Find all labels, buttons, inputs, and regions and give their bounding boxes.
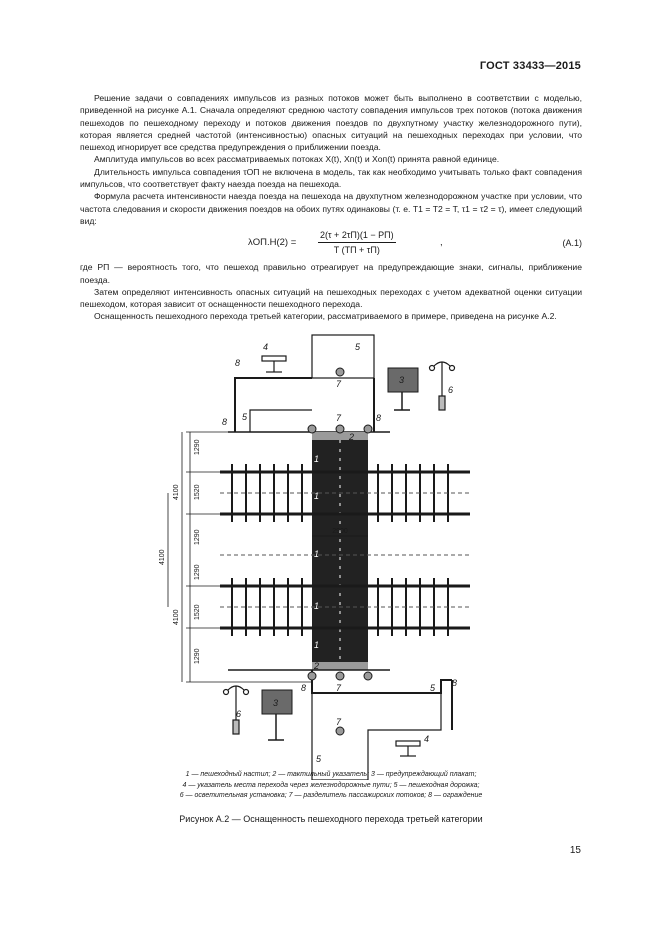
formula-number: (А.1): [562, 238, 582, 249]
legend-line-2: 4 — указатель места перехода через железнодорожные пути; 5 — пешеходная дорожка;: [182, 781, 480, 789]
paragraph-6: Затем определяют интенсивность опасных ситуаций на пешеходных переходах с учетом адекватной оценки ситуации пешеходом, которая зависит от оснащенности пешеходного перехода.: [80, 286, 582, 310]
label-1-a: 1: [314, 454, 320, 464]
paragraph-1: Решение задачи о совпадениях импульсов из разных потоков может быть выполнено в соответствии с моделью, приведенной на рисунке А.1. Сначала определяют среднюю частоту совпадения импульсов трех потоков (потока движения пешеходов по пешеходному переходу и потоков движения поездов по двухпутному участку железнодорожного пути), которая является средней частотой (интенсивностью) опасных ситуаций на пешеходных переходах при условии, что пешеход игнорирует все средства предупреждения о приближении поезда.: [80, 93, 582, 153]
label-2-a: 2: [349, 432, 355, 442]
label-4-b: 4: [424, 734, 430, 744]
label-7-b: 7: [336, 413, 342, 423]
tactile-strip-bottom: [312, 662, 368, 670]
formula-comma: ,: [440, 237, 443, 249]
label-8-b: 8: [222, 417, 228, 427]
figure-caption: Рисунок А.2 — Оснащенность пешеходного перехода третьей категории: [179, 814, 483, 824]
label-3-b: 3: [273, 698, 279, 708]
label-2-b: 2: [314, 661, 320, 671]
dim-1520-a: 1520: [194, 484, 201, 500]
dim-1290-c: 1290: [194, 564, 201, 580]
label-7-a: 7: [336, 379, 342, 389]
label-5-a: 5: [355, 342, 361, 352]
paragraph-7: Оснащенность пешеходного перехода третьей категории, рассматриваемого в примере, приведена на рисунке А.2.: [94, 311, 557, 322]
paragraph-2: Амплитуда импульсов во всех рассматриваемых потоках X(t), Xп(t) и Xоп(t) принята равной единице.: [94, 154, 500, 165]
formula-fraction: [318, 229, 396, 256]
body-text: [80, 92, 582, 323]
crossing-indicator-lower: [396, 741, 420, 756]
label-5-c: 5: [430, 683, 436, 693]
label-8-e: 8: [301, 683, 307, 693]
dim-4100-a: 4100: [173, 484, 180, 500]
dim-1290-d: 1290: [194, 648, 201, 664]
paragraph-5: где PП — вероятность того, что пешеход правильно отреагирует на предупреждающие знаки, сигналы, приближение поезда.: [80, 262, 582, 285]
crossing-indicator-upper: [262, 356, 286, 372]
label-8-d: 8: [452, 678, 458, 688]
label-6-b: 6: [236, 709, 242, 719]
label-7-c: 7: [336, 683, 342, 693]
dim-1290-b: 1290: [194, 529, 201, 545]
legend-line-1: 1 — пешеходный настил; 2 — тактильный указатель; 3 — предупреждающий плакат;: [185, 771, 477, 778]
label-8-c: 8: [376, 413, 382, 423]
label-6-a: 6: [448, 385, 454, 395]
label-4-a: 4: [263, 342, 269, 352]
figure-legend: [80, 770, 582, 802]
label-1-d: 1: [314, 601, 320, 611]
dim-4100-b: 4100: [159, 549, 166, 565]
dim-1520-b: 1520: [194, 604, 201, 620]
formula-denominator: T (TП + τП): [333, 244, 380, 255]
label-1-c: 1: [314, 549, 320, 559]
label-1-e: 1: [314, 640, 320, 650]
formula-numerator: 2(τ + 2τП)(1 − PП): [318, 229, 396, 242]
dim-2900: 2900: [332, 528, 348, 535]
page-number: 15: [569, 845, 581, 856]
standard-header: ГОСТ 33433—2015: [479, 60, 581, 72]
formula-lhs: λОП.Н(2) =: [248, 237, 297, 249]
formula-a1: [80, 229, 582, 259]
label-1-b: 1: [314, 491, 320, 501]
label-5-b: 5: [242, 412, 248, 422]
upper-fence: [235, 335, 374, 432]
paragraph-4: Формула расчета интенсивности наезда поезда на пешехода на двухпутном железнодорожном участке при условии, что частота следования и скорости движения поездов на обоих путях одинаковы (т. е. T1 = T2 = T, τ1 = τ2 = τ), имеет следующий вид:: [80, 191, 582, 226]
label-7-d: 7: [336, 717, 342, 727]
dim-4100-c: 4100: [173, 609, 180, 625]
label-3-a: 3: [399, 375, 405, 385]
crossing-diagram: [0, 330, 661, 780]
dim-1290-a: 1290: [194, 439, 201, 455]
paragraph-3: Длительность импульса совпадения τОП не включена в модель, так как необходимо учитывать только факт совпадения импульсов, что соответствует факту наезда поезда на пешехода.: [80, 166, 582, 190]
label-8-a: 8: [235, 358, 241, 368]
legend-line-3: 6 — осветительная установка; 7 — разделитель пассажирских потоков; 8 — ограждение: [179, 792, 483, 799]
label-5-d: 5: [316, 754, 322, 764]
